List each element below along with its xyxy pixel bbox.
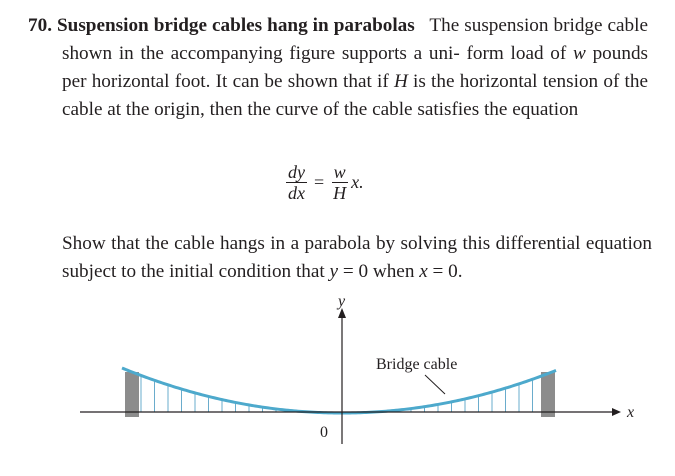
- lhs-denominator: dx: [288, 183, 305, 203]
- cable-label: Bridge cable: [376, 356, 458, 373]
- condition-x-variable: x: [419, 261, 428, 282]
- lhs-numerator: dy: [288, 162, 305, 182]
- condition-x-equals: = 0.: [432, 261, 463, 282]
- problem-number: 70.: [28, 15, 52, 36]
- condition-y-equals: = 0 when: [342, 261, 415, 282]
- x-axis-arrow-icon: [612, 408, 621, 416]
- y-axis-label: y: [338, 293, 346, 310]
- condition-y-variable: y: [329, 261, 339, 282]
- load-variable: w: [573, 43, 586, 64]
- rhs-numerator: w: [333, 162, 346, 182]
- instruction-line1: Show that the cable hangs in a parabola by solving this differential: [62, 233, 581, 254]
- cable-label-leader: [425, 375, 445, 394]
- problem-line2: bridge cable shown in the accompanying figure supports a uni-: [62, 15, 648, 64]
- rhs-denominator: H: [333, 183, 347, 203]
- problem-line1-rest: The suspension: [429, 15, 549, 36]
- problem-line3-pre: form load of: [466, 43, 567, 64]
- instruction-line2-pre: equation subject to the initial condition that: [62, 233, 652, 282]
- origin-label: 0: [320, 424, 328, 441]
- problem-line4-post: is the horizontal tension of the cable at the origin, then the curve: [62, 71, 648, 120]
- equals-sign: =: [314, 172, 325, 192]
- x-axis-label: x: [627, 404, 635, 421]
- problem-line5: of the cable satisfies the equation: [323, 99, 579, 120]
- rhs-tail: x.: [351, 172, 364, 192]
- tension-variable: H: [393, 71, 408, 92]
- bridge-cable: [122, 368, 556, 413]
- problem-line3-post: pounds per horizontal foot. It can be shown that if: [62, 43, 649, 92]
- left-tower: [125, 372, 139, 417]
- problem-title: Suspension bridge cables hang in parabolas: [57, 15, 415, 36]
- right-tower: [541, 372, 555, 417]
